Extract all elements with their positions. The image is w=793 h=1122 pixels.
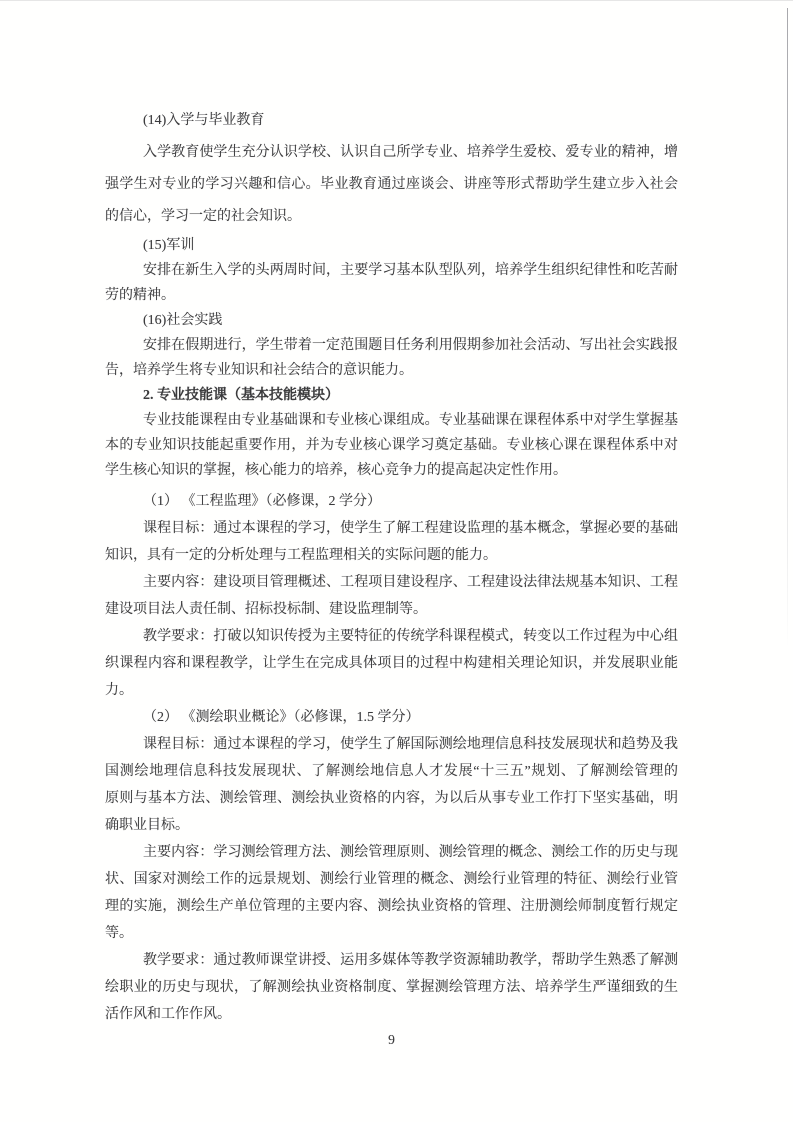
- page-body: [105, 105, 678, 1052]
- paragraph: [105, 731, 678, 839]
- paragraph: [105, 258, 678, 308]
- text-line: 活作风和工作作风。: [105, 1007, 231, 1022]
- text-line: 本的专业知识技能起重要作用，并为专业核心课学习奠定基础。专业核心课在课程体系中对: [105, 438, 678, 453]
- text-line: 国测绘地理信息科技发展现状、了解测绘地信息人才发展“十三五”规划、了解测绘管理的: [105, 764, 678, 779]
- text-line: 力。: [105, 683, 133, 698]
- text-line: 强学生对专业的学习兴趣和信心。毕业教育通过座谈会、讲座等形式帮助学生建立步入社会: [105, 177, 678, 192]
- paragraph: [105, 839, 678, 947]
- section-heading: [105, 488, 678, 515]
- text-line: 状、国家对测绘工作的远景规划、测绘行业管理的概念、测绘行业管理的特征、测绘行业管: [105, 872, 678, 887]
- text-line: 绘职业的历史与现状，了解测绘执业资格制度、掌握测绘管理方法、培养学生严谨细致的生: [105, 980, 678, 995]
- text-line: 教学要求：打破以知识传授为主要特征的传统学科课程模式，转变以工作过程为中心组: [143, 629, 678, 644]
- text-line: 织课程内容和课程教学，让学生在完成具体项目的过程中构建相关理论知识，并发展职业能: [105, 656, 678, 671]
- text-line: 知识，具有一定的分析处理与工程监理相关的实际问题的能力。: [105, 548, 497, 563]
- text-line: 专业技能课程由专业基础课和专业核心课组成。专业基础课在课程体系中对学生掌握基: [143, 413, 678, 428]
- scan-edge-artifact-top: [0, 0, 793, 1]
- text-line: 2. 专业技能课（基本技能模块）: [143, 388, 339, 403]
- page-number: 9: [388, 1032, 395, 1047]
- text-line: 课程目标：通过本课程的学习，使学生了解国际测绘地理信息科技发展现状和趋势及我: [143, 737, 678, 752]
- text-line: (15)军训: [143, 238, 195, 253]
- section-heading: [105, 233, 678, 258]
- text-line: 安排在新生入学的头两周时间，主要学习基本队型队列，培养学生组织纪律性和吃苦耐: [143, 263, 678, 278]
- section-heading: [105, 105, 678, 137]
- text-line: （1） 《工程监理》（必修课，2 学分）: [143, 494, 381, 509]
- text-line: (16)社会实践: [143, 313, 223, 328]
- text-line: 主要内容：建设项目管理概述、工程项目建设程序、工程建设法律法规基本知识、工程: [143, 575, 678, 590]
- text-line: （2） 《测绘职业概论》（必修课，1.5 学分）: [143, 710, 420, 725]
- scan-edge-artifact-right: [787, 8, 788, 648]
- section-heading: [105, 704, 678, 731]
- text-line: 劳的精神。: [105, 288, 175, 303]
- text-line: 原则与基本方法、测绘管理、测绘执业资格的内容，为以后从事专业工作打下坚实基础，明: [105, 791, 678, 806]
- text-line: 主要内容：学习测绘管理方法、测绘管理原则、测绘管理的概念、测绘工作的历史与现: [143, 845, 678, 860]
- paragraph: [105, 333, 678, 383]
- text-line: 等。: [105, 926, 133, 941]
- paragraph: [105, 515, 678, 569]
- text-line: (14)入学与毕业教育: [143, 113, 265, 128]
- paragraph: [105, 569, 678, 623]
- paragraph: [105, 137, 678, 233]
- text-line: 学生核心知识的掌握，核心能力的培养，核心竞争力的提高起决定性作用。: [105, 463, 567, 478]
- text-line: 的信心，学习一定的社会知识。: [105, 209, 301, 224]
- text-line: 告，培养学生将专业知识和社会结合的意识能力。: [105, 363, 413, 378]
- text-line: 教学要求：通过教师课堂讲授、运用多媒体等教学资源辅助教学，帮助学生熟悉了解测: [143, 953, 678, 968]
- text-line: 建设项目法人责任制、招标投标制、建设监理制等。: [105, 602, 427, 617]
- text-line: 课程目标：通过本课程的学习，使学生了解工程建设监理的基本概念，掌握必要的基础: [143, 521, 678, 536]
- paragraph: [105, 623, 678, 704]
- text-line: 安排在假期进行，学生带着一定范围题目任务利用假期参加社会活动、写出社会实践报: [143, 338, 678, 353]
- paragraph: [105, 408, 678, 483]
- text-line: 确职业目标。: [105, 818, 189, 833]
- paragraph: [105, 947, 678, 1028]
- text-line: 理的实施，测绘生产单位管理的主要内容、测绘执业资格的管理、注册测绘师制度暂行规定: [105, 899, 678, 914]
- section-heading: [105, 308, 678, 333]
- section-heading: [105, 383, 678, 408]
- text-line: 入学教育使学生充分认识学校、认识自己所学专业、培养学生爱校、爱专业的精神，增: [143, 145, 678, 160]
